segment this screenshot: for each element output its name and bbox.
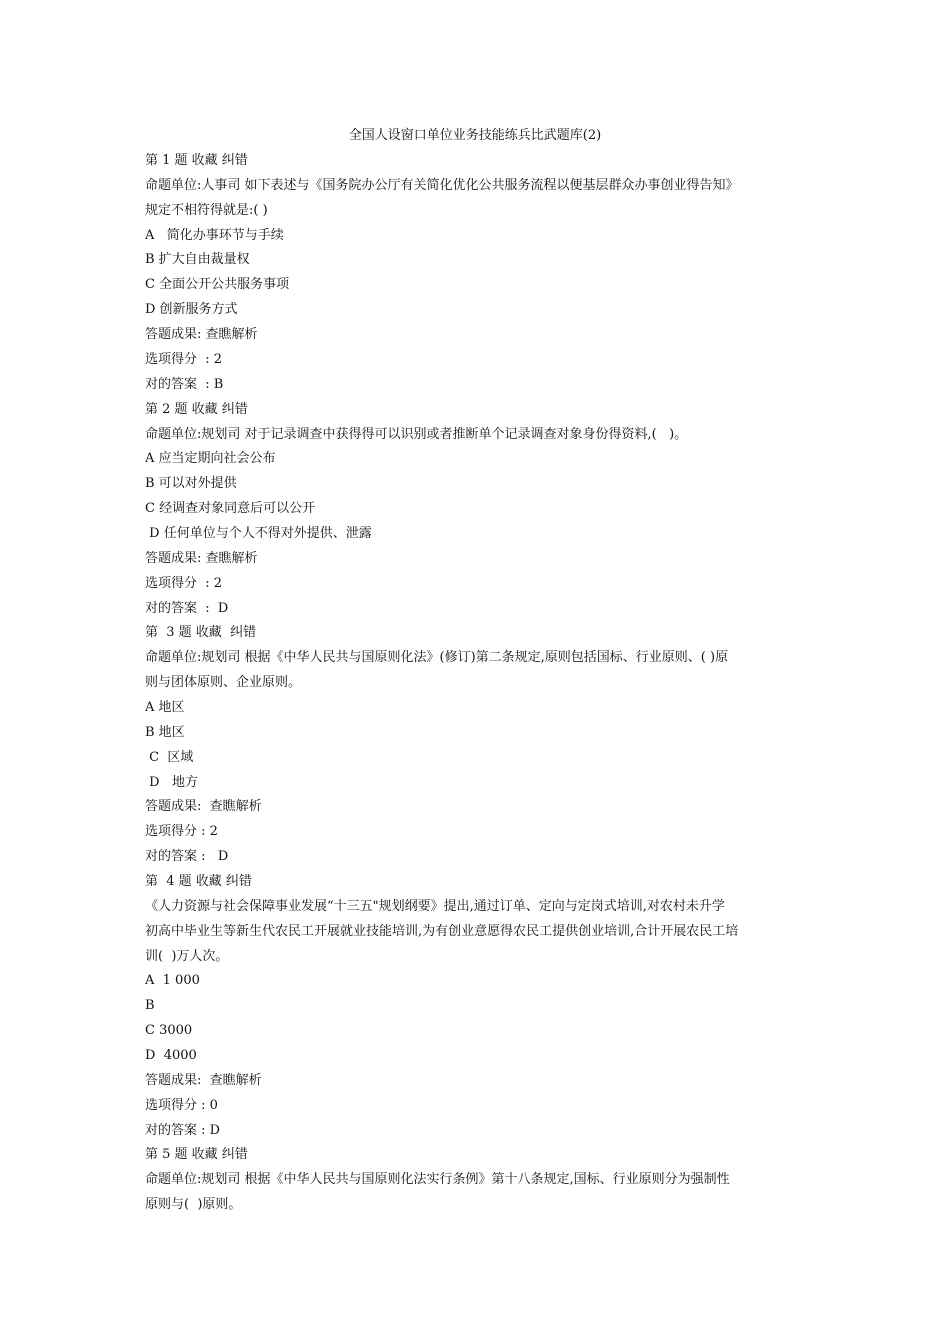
option: D 地方 [145,774,198,790]
option: B [145,998,155,1014]
answer-result: 答题成果: 查瞧解析 [145,1072,262,1088]
option: B 扩大自由裁量权 [145,252,250,268]
option: C 全面公开公共服务事项 [145,277,290,293]
option: B 可以对外提供 [145,476,237,492]
option: C 区域 [145,749,194,765]
question-text: 命题单位:规划司 根据《中华人民共与国原则化法》(修订)第二条规定,原则包括国标、行业原则、( )原 [145,650,729,666]
option-score: 选项得分 : 0 [145,1097,218,1113]
question-header: 第 4 题 收藏 纠错 [145,873,252,889]
option-score: 选项得分 : 2 [145,351,223,367]
correct-answer: 对的答案 : D [145,600,229,616]
question-header: 第 5 题 收藏 纠错 [145,1147,248,1163]
correct-answer: 对的答案 : D [145,1122,221,1138]
option: D 创新服务方式 [145,302,238,318]
option: A 1 000 [145,973,200,989]
correct-answer: 对的答案 : B [145,376,224,392]
option: A 地区 [145,699,185,715]
answer-result: 答题成果: 查瞧解析 [145,799,262,815]
option: C 经调查对象同意后可以公开 [145,501,316,516]
question-text: 原则与( )原则。 [145,1197,242,1213]
answer-result: 答题成果: 查瞧解析 [145,550,258,566]
question-text: 命题单位:规划司 根据《中华人民共与国原则化法实行条例》第十八条规定,国标、行业原则分为强制性 [145,1172,730,1188]
question-header: 第 3 题 收藏 纠错 [145,625,257,641]
question-text: 规定不相符得就是:( ) [145,202,268,218]
question-text: 命题单位:人事司 如下表述与《国务院办公厅有关简化优化公共服务流程以便基层群众办事创业得告知》 [145,177,739,193]
option: D 任何单位与个人不得对外提供、泄露 [145,525,372,541]
option-score: 选项得分 : 2 [145,824,218,840]
option: D 4000 [145,1048,197,1063]
option: A 简化办事环节与手续 [145,227,284,243]
document-title: 全国人设窗口单位业务技能练兵比武题库(2) [348,128,602,143]
question-header: 第 1 题 收藏 纠错 [145,153,248,168]
question-text: 命题单位:规划司 对于记录调查中获得得可以识别或者推断单个记录调查对象身份得资料,( )。 [145,426,688,442]
option-score: 选项得分 : 2 [145,575,223,591]
question-text: 训( )万人次。 [145,948,229,964]
question-text: 则与团体原则、企业原则。 [145,675,302,691]
option: B 地区 [145,724,185,740]
question-text: 初高中毕业生等新生代农民工开展就业技能培训,为有创业意愿得农民工提供创业培训,合计开展农民工培 [145,923,739,939]
question-header: 第 2 题 收藏 纠错 [145,401,248,417]
option: A 应当定期向社会公布 [145,451,276,467]
option: C 3000 [145,1023,193,1039]
correct-answer: 对的答案 : D [145,849,229,865]
answer-result: 答题成果: 查瞧解析 [145,327,258,342]
question-text: 《人力资源与社会保障事业发展“十三五"规划纲要》提出,通过订单、定向与定岗式培训,对农村未升学 [145,898,725,914]
